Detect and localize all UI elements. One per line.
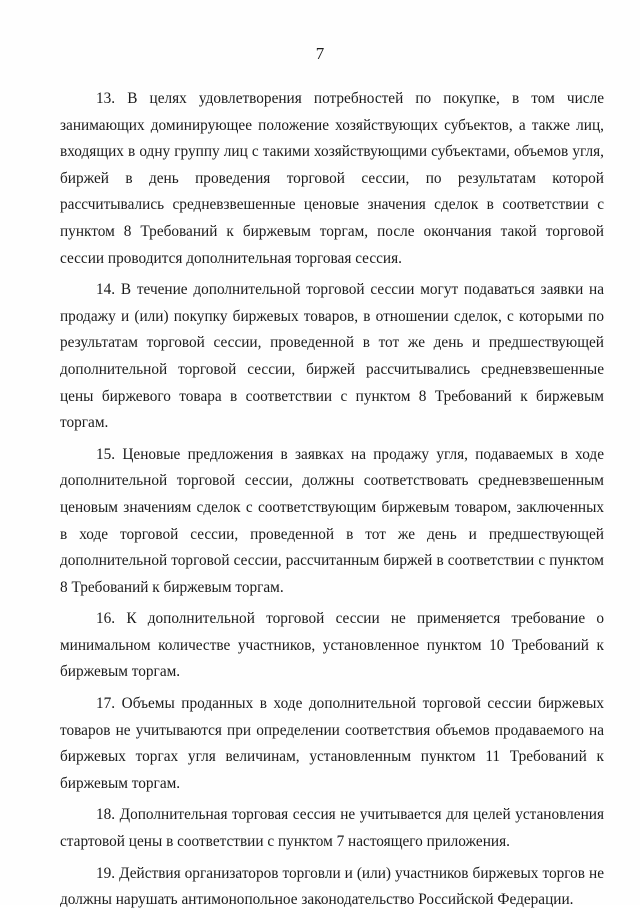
paragraph-18: 18. Дополнительная торговая сессия не учитывается для целей установления стартовой цены в соответствии с пунктом 7 настоящего приложения. xyxy=(60,806,604,851)
page-number: 7 xyxy=(315,44,325,63)
paragraph-14: 14. В течение дополнительной торговой сессии могут подаваться заявки на продажу и (или) покупку биржевых товаров, в отношении сделок, с которыми по результатам торговой сессии, проведенной в тот же день и предшествующей дополнительной торговой сессии, биржей рассчитывались средневзвешенные цены биржевого товара в соответствии с пунктом 8 Требований к биржевым торгам. xyxy=(60,281,604,432)
paragraph-19: 19. Действия организаторов торговли и (или) участников биржевых торгов не должны нарушать антимонопольное законодательство Российской Федерации. xyxy=(60,864,604,909)
document-body xyxy=(60,86,604,919)
paragraph-15: 15. Ценовые предложения в заявках на продажу угля, подаваемых в ходе дополнительной торговой сессии, должны соответствовать средневзвешенным ценовым значениям сделок с соответствующим биржевым товаром, заключенных в ходе торговой сессии, проведенной в тот же день и предшествующей дополнительной торговой сессии, рассчитанным биржей в соответствии с пунктом 8 Требований к биржевым торгам. xyxy=(60,445,604,596)
paragraph-13: 13. В целях удовлетворения потребностей по покупке, в том числе занимающих доминирующее положение хозяйствующих субъектов, а также лиц, входящих в одну группу лиц с такими хозяйствующими субъектами, объемов угля, биржей в день проведения торговой сессии, по результатам которой рассчитывались средневзвешенные ценовые значения сделок в соответствии с пунктом 8 Требований к биржевым торгам, после окончания такой торговой сессии проводится дополнительная торговая сессия. xyxy=(60,90,604,267)
paragraph-16: 16. К дополнительной торговой сессии не применяется требование о минимальном количестве участников, установленное пунктом 10 Требований к биржевым торгам. xyxy=(60,610,604,681)
paragraph-17: 17. Объемы проданных в ходе дополнительной торговой сессии биржевых товаров не учитываются при определении соответствия объемов продаваемого на биржевых торгах угля величинам, установленным пунктом 11 Требований к биржевым торгам. xyxy=(60,695,604,792)
